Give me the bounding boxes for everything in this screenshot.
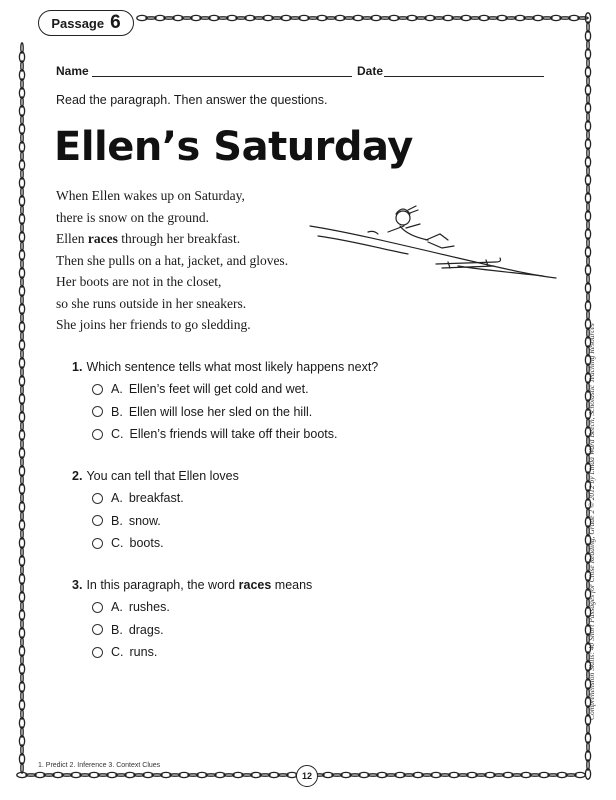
- date-label: Date: [357, 64, 384, 78]
- radio-circle-icon[interactable]: [92, 384, 103, 395]
- radio-circle-icon[interactable]: [92, 429, 103, 440]
- question-number: 2.: [72, 469, 83, 483]
- answer-option[interactable]: [92, 491, 184, 505]
- question-number: 3.: [72, 578, 83, 592]
- answer-option[interactable]: [92, 382, 309, 396]
- option-letter: A.: [111, 491, 123, 505]
- sledding-illustration: [308, 196, 558, 286]
- question-text-end: means: [271, 578, 313, 592]
- paragraph-line: so she runs outside in her sneakers.: [56, 295, 247, 311]
- option-text: Ellen will lose her sled on the hill.: [128, 404, 313, 419]
- paragraph-line: there is snow on the ground.: [56, 209, 209, 225]
- instructions: Read the paragraph. Then answer the questions.: [56, 93, 328, 107]
- passage-label: Passage: [51, 15, 105, 31]
- name-field[interactable]: [92, 76, 352, 77]
- option-letter: B.: [111, 513, 123, 528]
- option-text: runs.: [129, 645, 158, 659]
- answer-option[interactable]: [92, 514, 161, 528]
- answer-option[interactable]: [92, 536, 164, 550]
- paragraph-line: She joins her friends to go sledding.: [56, 317, 251, 332]
- option-text: rushes.: [128, 600, 170, 614]
- skills-legend: 1. Predict 2. Inference 3. Context Clues: [38, 762, 161, 769]
- name-label: Name: [56, 64, 89, 78]
- radio-circle-icon[interactable]: [92, 602, 103, 613]
- emphasized-word: races: [87, 231, 118, 246]
- radio-circle-icon[interactable]: [92, 624, 103, 635]
- answer-option[interactable]: [92, 427, 337, 441]
- question-text-start: In this paragraph, the word: [86, 578, 239, 592]
- option-text: boots.: [129, 536, 164, 550]
- option-letter: A.: [111, 600, 123, 614]
- page-number: 12: [296, 765, 318, 787]
- copyright-credit: Comprehension Skills: 40 Short Passages for Close Reading, Grade 2 © 2012 by Linda Ward Beech, Scholastic Teaching Resources: [587, 323, 596, 720]
- answer-option[interactable]: [92, 645, 157, 659]
- passage-badge: [38, 10, 134, 36]
- option-text: Ellen’s feet will get cold and wet.: [128, 382, 309, 396]
- option-text: Ellen’s friends will take off their boots.: [129, 427, 338, 441]
- question-stem: [72, 360, 378, 374]
- option-text: snow.: [128, 513, 161, 528]
- question-stem: [72, 578, 312, 592]
- radio-circle-icon[interactable]: [92, 515, 103, 526]
- option-text: breakfast.: [128, 491, 184, 505]
- paragraph-line-start: Ellen: [56, 231, 88, 246]
- option-letter: C.: [111, 427, 124, 441]
- option-letter: A.: [111, 382, 123, 396]
- answer-option[interactable]: [92, 405, 312, 419]
- paragraph-line-end: through her breakfast.: [117, 231, 241, 246]
- name-date-row: [56, 64, 546, 80]
- option-letter: B.: [111, 404, 123, 419]
- answer-option[interactable]: [92, 600, 170, 614]
- question-text: Which sentence tells what most likely happens next?: [86, 360, 379, 374]
- paragraph-line: Her boots are not in the closet,: [56, 274, 222, 289]
- radio-circle-icon[interactable]: [92, 493, 103, 504]
- option-letter: C.: [111, 536, 124, 550]
- date-field[interactable]: [384, 76, 544, 77]
- radio-circle-icon[interactable]: [92, 647, 103, 658]
- paragraph-line: [56, 231, 240, 247]
- answer-option[interactable]: [92, 623, 164, 637]
- page-title: Ellen’s Saturday: [54, 124, 413, 170]
- paragraph-line: When Ellen wakes up on Saturday,: [56, 188, 245, 203]
- question-keyword: races: [238, 578, 272, 592]
- radio-circle-icon[interactable]: [92, 538, 103, 549]
- option-letter: C.: [111, 645, 124, 659]
- option-text: drags.: [128, 622, 164, 637]
- option-letter: B.: [111, 622, 123, 637]
- passage-number: 6: [110, 12, 121, 33]
- radio-circle-icon[interactable]: [92, 406, 103, 417]
- question-text: You can tell that Ellen loves: [86, 469, 239, 483]
- question-number: 1.: [72, 360, 83, 374]
- paragraph-line: Then she pulls on a hat, jacket, and gloves.: [56, 252, 289, 268]
- question-stem: [72, 469, 239, 483]
